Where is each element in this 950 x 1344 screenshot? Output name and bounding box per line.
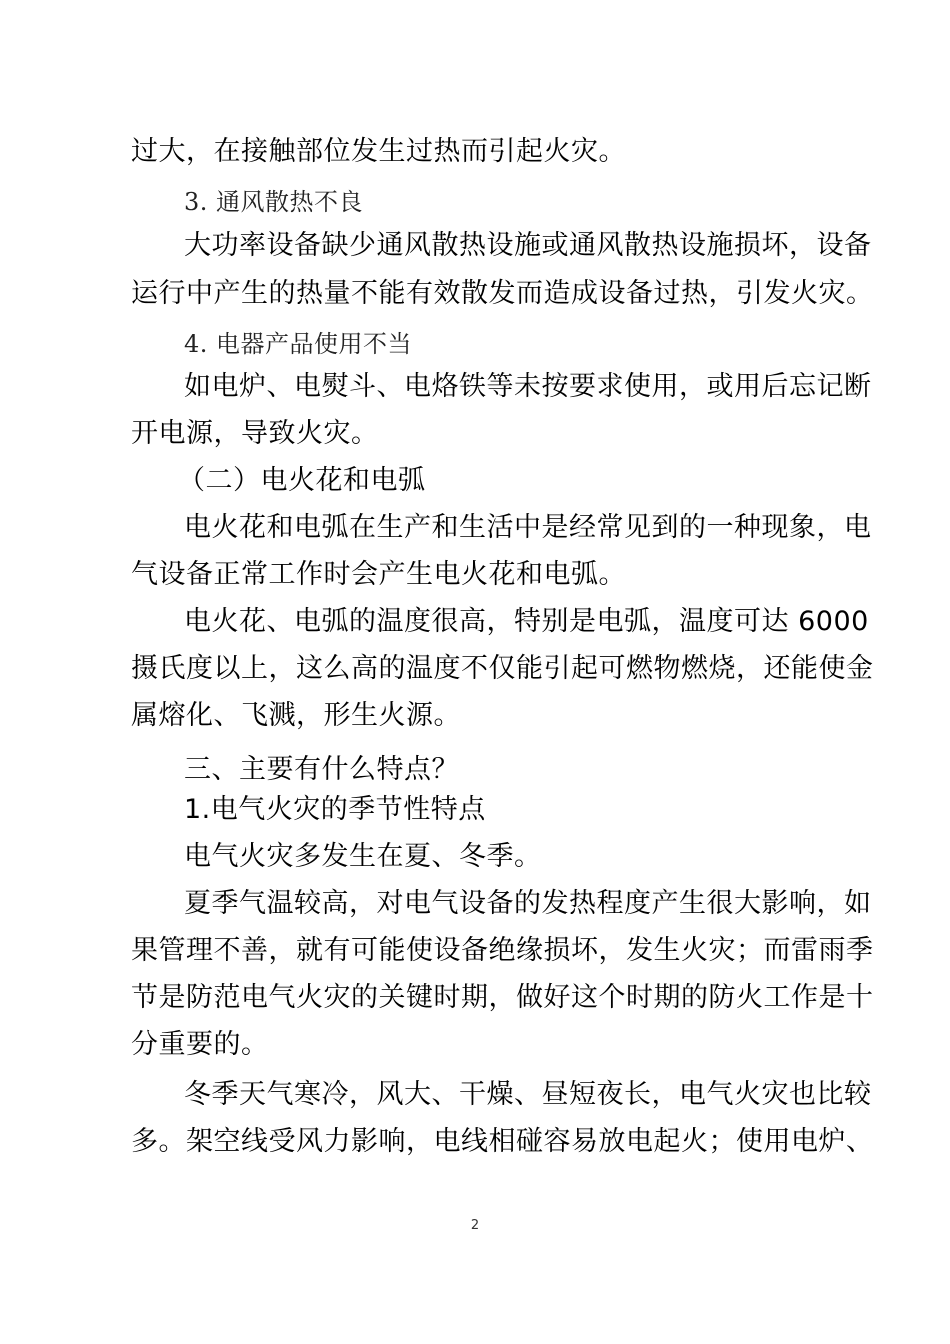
subsection-heading: 3. 通风散热不良 xyxy=(184,188,364,216)
section-heading: （二）电火花和电弧 xyxy=(178,465,426,496)
page-number: 2 xyxy=(470,1218,480,1233)
text-line: 大功率设备缺少通风散热设施或通风散热设施损坏，设备 xyxy=(184,230,872,261)
text-line: 过大，在接触部位发生过热而引起火灾。 xyxy=(131,136,626,167)
text-line: 摄氏度以上，这么高的温度不仅能引起可燃物燃烧，还能使金 xyxy=(131,653,874,684)
text-line: 电火花和电弧在生产和生活中是经常见到的一种现象，电 xyxy=(184,512,872,543)
text-line: 分重要的。 xyxy=(131,1029,269,1060)
text-line: 气设备正常工作时会产生电火花和电弧。 xyxy=(131,559,626,590)
subsection-heading: 1.电气火灾的季节性特点 xyxy=(184,794,486,825)
text-line: 属熔化、飞溅，形生火源。 xyxy=(131,700,461,731)
text-line: 开电源，导致火灾。 xyxy=(131,418,379,449)
text-line: 多。架空线受风力影响，电线相碰容易放电起火；使用电炉、 xyxy=(131,1126,874,1157)
text-line: 果管理不善，就有可能使设备绝缘损坏，发生火灾；而雷雨季 xyxy=(131,935,874,966)
text-line: 电火花、电弧的温度很高，特别是电弧，温度可达 6000 xyxy=(184,606,869,637)
chapter-heading: 三、主要有什么特点？ xyxy=(184,754,459,785)
text-line: 夏季气温较高，对电气设备的发热程度产生很大影响，如 xyxy=(184,888,872,919)
text-line: 运行中产生的热量不能有效散发而造成设备过热，引发火灾。 xyxy=(131,278,874,309)
text-line: 节是防范电气火灾的关键时期，做好这个时期的防火工作是十 xyxy=(131,982,874,1013)
text-line: 如电炉、电熨斗、电烙铁等未按要求使用，或用后忘记断 xyxy=(184,371,872,402)
subsection-heading: 4. 电器产品使用不当 xyxy=(184,330,413,358)
text-line: 冬季天气寒冷，风大、干燥、昼短夜长，电气火灾也比较 xyxy=(184,1079,872,1110)
text-line: 电气火灾多发生在夏、冬季。 xyxy=(184,841,542,872)
